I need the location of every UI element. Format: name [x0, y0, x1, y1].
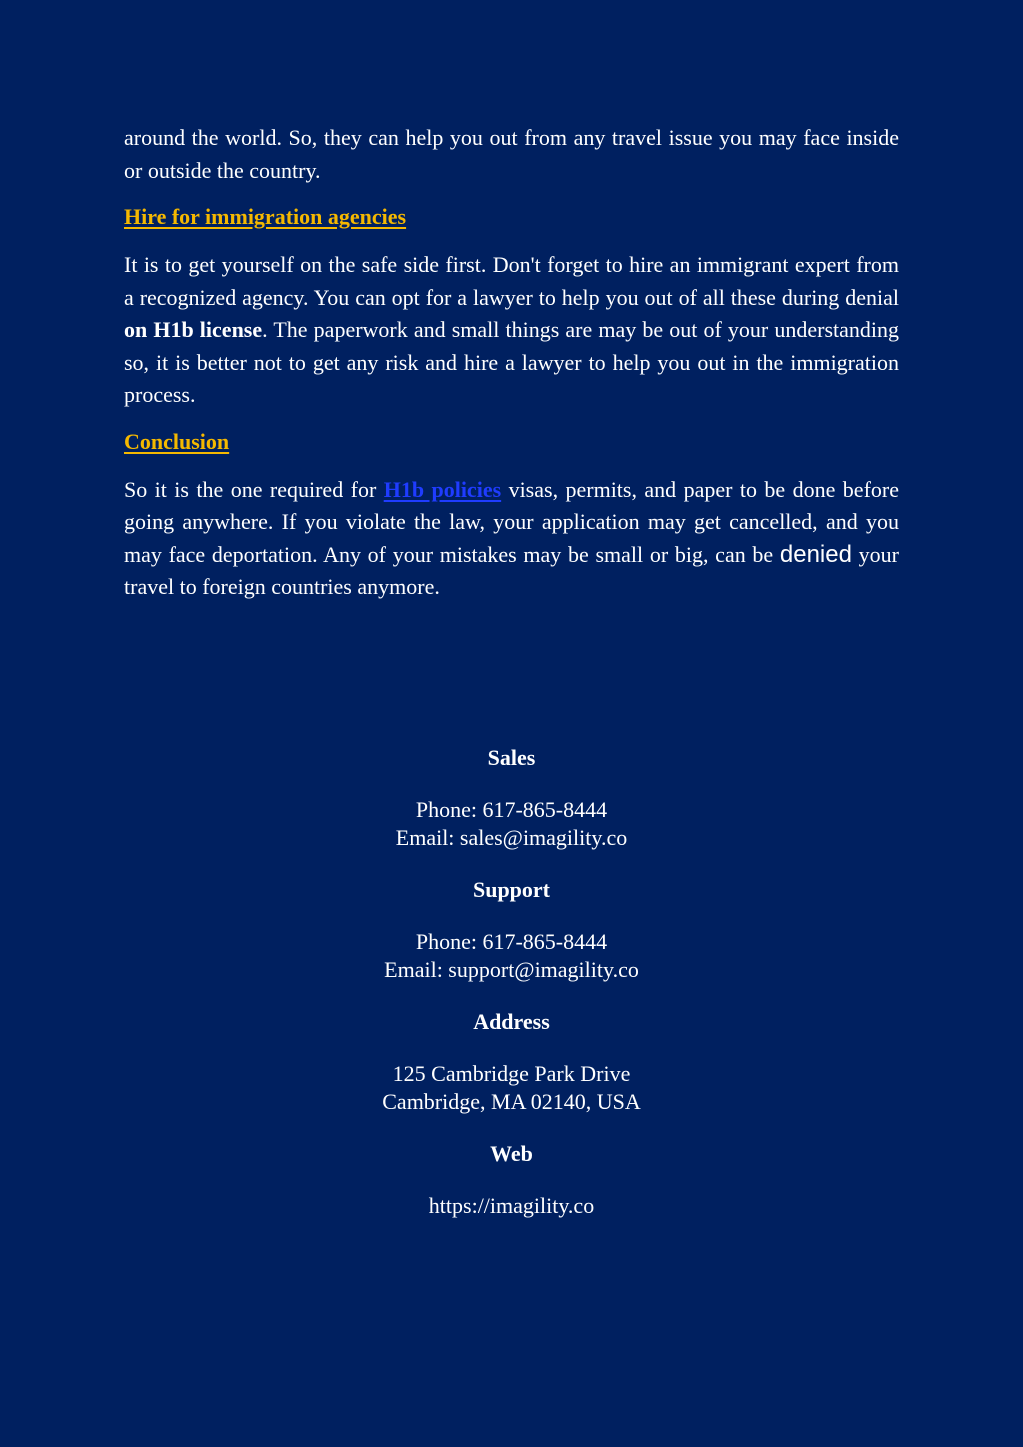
intro-text: around the world. So, they can help you out from any travel issue you may face inside or outside the country.: [124, 125, 899, 183]
contact-footer: [0, 744, 1023, 1244]
intro-paragraph: [124, 122, 899, 187]
conclusion-heading-wrap: [124, 426, 899, 474]
conclusion-text-2: visas, permits, and paper to be done before going anywhere. If you violate the law, your application may get cancelled, and you may face deportation. Any of your mistakes may be small or big, can be: [124, 476, 899, 567]
agencies-paragraph: [124, 249, 899, 412]
sales-email[interactable]: Email: sales@imagility.co: [395, 825, 628, 850]
address-heading: Address: [473, 1009, 550, 1034]
support-email[interactable]: Email: support@imagility.co: [384, 957, 639, 982]
web-heading: Web: [490, 1141, 533, 1166]
support-block: [0, 928, 1023, 984]
web-url-link[interactable]: https://imagility.co: [428, 1193, 595, 1218]
heading-hire-for-immigration-agencies[interactable]: Hire for immigration agencies: [124, 204, 407, 229]
agencies-text-1: It is to get yourself on the safe side first. Don't forget to hire an immigrant expert from a recognized agency. You can opt for a lawyer to help you out of all these during denial: [124, 252, 899, 310]
support-heading: Support: [472, 877, 551, 902]
agencies-bold-text: on H1b license: [124, 317, 263, 342]
address-line-2: Cambridge, MA 02140, USA: [382, 1089, 641, 1114]
web-block: [0, 1192, 1023, 1220]
sales-block: [0, 796, 1023, 852]
agencies-heading-wrap: [124, 201, 899, 249]
address-block: [0, 1060, 1023, 1116]
support-phone[interactable]: Phone: 617-865-8444: [415, 929, 608, 954]
sales-heading: Sales: [487, 745, 536, 770]
denied-word: denied: [779, 540, 852, 568]
sales-phone[interactable]: Phone: 617-865-8444: [415, 797, 608, 822]
address-line-1: 125 Cambridge Park Drive: [392, 1061, 631, 1086]
heading-conclusion[interactable]: Conclusion: [124, 428, 230, 454]
conclusion-text-1: So it is the one required for: [124, 476, 384, 502]
conclusion-text-3: your travel to foreign countries anymore.: [124, 541, 899, 599]
agencies-text-2: . The paperwork and small things are may be out of your understanding so, it is better not to get any risk and hire a lawyer to help you out in the immigration process.: [124, 317, 899, 407]
conclusion-paragraph: [124, 474, 899, 604]
h1b-policies-link[interactable]: H1b policies: [383, 476, 502, 502]
article-body: [124, 122, 899, 604]
